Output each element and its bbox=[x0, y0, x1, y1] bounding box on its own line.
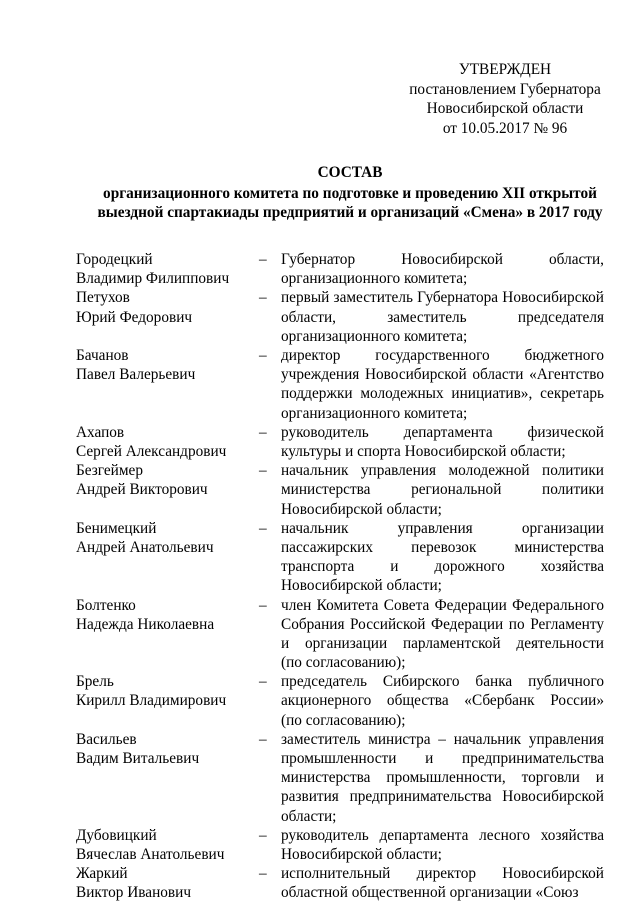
dash-separator: – bbox=[259, 346, 267, 364]
member-name bbox=[76, 864, 259, 902]
dash-separator: – bbox=[259, 423, 267, 441]
committee-member bbox=[76, 730, 606, 826]
position-line: транспорта и дорожного хозяйства bbox=[281, 558, 604, 576]
position-line: министерства региональной политики bbox=[281, 481, 604, 499]
dash-separator: – bbox=[259, 251, 267, 268]
dash-separator: – bbox=[259, 673, 267, 691]
member-surname: Бачанов bbox=[76, 346, 129, 364]
member-given-names: Юрий Федорович bbox=[76, 308, 193, 326]
position-line: заместитель министра – начальник управления bbox=[281, 730, 604, 748]
member-given-names: Павел Валерьевич bbox=[76, 366, 196, 384]
position-line: поддержки молодежных инициатив», секретарь bbox=[281, 385, 604, 403]
member-surname: Бенимецкий bbox=[76, 519, 157, 537]
member-position bbox=[281, 826, 604, 864]
committee-member bbox=[76, 288, 606, 346]
member-name bbox=[76, 288, 259, 346]
member-surname: Васильев bbox=[76, 730, 137, 748]
committee-member bbox=[76, 672, 606, 730]
position-line: первый заместитель Губернатора Новосибирской bbox=[281, 289, 604, 307]
approval-line: постановлением Губернатора bbox=[409, 80, 601, 98]
member-position bbox=[281, 461, 604, 519]
position-line: пассажирских перевозок министерства bbox=[281, 538, 604, 556]
position-line: культуры и спорта Новосибирской области; bbox=[281, 442, 566, 460]
position-line: начальник управления молодежной политики bbox=[281, 462, 604, 480]
member-given-names: Андрей Анатольевич bbox=[76, 538, 214, 556]
approval-line: Новосибирской области bbox=[426, 100, 584, 117]
approval-stamp bbox=[390, 60, 620, 138]
position-line: Новосибирской области; bbox=[281, 845, 442, 863]
committee-member bbox=[76, 519, 606, 596]
position-line: начальник управления организации bbox=[281, 519, 604, 537]
document-heading bbox=[60, 163, 640, 223]
committee-member bbox=[76, 346, 606, 423]
position-line: Собрания Российской Федерации по Регламенту bbox=[281, 615, 604, 633]
committee-member bbox=[76, 461, 606, 519]
dash-separator: – bbox=[259, 519, 267, 537]
member-name bbox=[76, 423, 259, 461]
position-line: учреждения Новосибирской области «Агентство bbox=[281, 366, 604, 384]
member-surname: Жаркий bbox=[76, 865, 128, 883]
member-name bbox=[76, 346, 259, 423]
member-name bbox=[76, 250, 259, 288]
position-line: областной общественной организации «Союз bbox=[281, 884, 579, 902]
position-line: министерства промышленности, торговли и bbox=[281, 769, 604, 787]
position-line: (по согласованию); bbox=[281, 711, 406, 729]
member-given-names: Вячеслав Анатольевич bbox=[76, 846, 225, 863]
member-name bbox=[76, 730, 259, 826]
position-line: директор государственного бюджетного bbox=[281, 346, 604, 364]
position-line: и организации парламентской деятельности bbox=[281, 634, 604, 652]
committee-member bbox=[76, 423, 606, 461]
member-position bbox=[281, 288, 604, 346]
position-line: руководитель департамента лесного хозяйства bbox=[281, 826, 604, 844]
position-line: Губернатор Новосибирской области, bbox=[281, 251, 604, 268]
member-surname: Городецкий bbox=[76, 251, 153, 268]
member-position bbox=[281, 346, 604, 423]
member-given-names: Андрей Викторович bbox=[76, 481, 208, 499]
committee-member bbox=[76, 250, 606, 288]
position-line: организационного комитета; bbox=[281, 404, 468, 422]
member-surname: Безгеймер bbox=[76, 462, 143, 480]
position-line: области; bbox=[281, 807, 337, 825]
dash-separator: – bbox=[259, 865, 267, 883]
member-surname: Брель bbox=[76, 673, 114, 691]
member-position bbox=[281, 596, 604, 673]
member-given-names: Сергей Александрович bbox=[76, 442, 227, 460]
position-line: исполнительный директор Новосибирской bbox=[281, 865, 604, 883]
dash-separator: – bbox=[259, 289, 267, 307]
member-given-names: Вадим Витальевич bbox=[76, 750, 200, 768]
member-position bbox=[281, 250, 604, 288]
document-subtitle: выездной спартакиады предприятий и организаций «Смена» в 2017 году bbox=[97, 204, 603, 221]
dash-separator: – bbox=[259, 462, 267, 480]
member-position bbox=[281, 864, 604, 902]
position-line: Новосибирской области; bbox=[281, 577, 442, 595]
position-line: организационного комитета; bbox=[281, 327, 468, 345]
dash-separator: – bbox=[259, 826, 267, 844]
position-line: акционерного общества «Сбербанк России» bbox=[281, 692, 604, 710]
approval-title: УТВЕРЖДЕН bbox=[458, 61, 552, 78]
dash-separator: – bbox=[259, 730, 267, 748]
member-given-names: Надежда Николаевна bbox=[76, 615, 215, 633]
position-line: развития предпринимательства Новосибирской bbox=[281, 788, 604, 806]
document-title: СОСТАВ bbox=[317, 164, 383, 181]
position-line: (по согласованию); bbox=[281, 654, 406, 672]
position-line: председатель Сибирского банка публичного bbox=[281, 673, 604, 691]
dash-separator: – bbox=[259, 596, 267, 614]
member-name bbox=[76, 461, 259, 519]
position-line: организационного комитета; bbox=[281, 270, 468, 288]
member-position bbox=[281, 423, 604, 461]
member-name bbox=[76, 672, 259, 730]
member-name bbox=[76, 826, 259, 864]
member-surname: Ахапов bbox=[76, 423, 125, 441]
committee-member-list bbox=[76, 250, 606, 903]
member-position bbox=[281, 730, 604, 826]
committee-member bbox=[76, 826, 606, 864]
member-position bbox=[281, 672, 604, 730]
committee-member bbox=[76, 596, 606, 673]
document-subtitle: организационного комитета по подготовке и проведению XII открытой bbox=[103, 184, 597, 202]
approval-line: от 10.05.2017 № 96 bbox=[442, 119, 568, 137]
member-position bbox=[281, 519, 604, 596]
position-line: промышленности и предпринимательства bbox=[281, 750, 604, 768]
committee-member bbox=[76, 864, 606, 902]
member-given-names: Кирилл Владимирович bbox=[76, 692, 227, 710]
position-line: руководитель департамента физической bbox=[281, 423, 604, 441]
member-surname: Петухов bbox=[76, 289, 130, 307]
member-given-names: Владимир Филиппович bbox=[76, 270, 230, 288]
member-name bbox=[76, 519, 259, 596]
member-given-names: Виктор Иванович bbox=[76, 884, 192, 902]
position-line: Новосибирской области; bbox=[281, 500, 442, 518]
member-surname: Болтенко bbox=[76, 596, 136, 614]
member-name bbox=[76, 596, 259, 673]
position-line: член Комитета Совета Федерации Федерального bbox=[281, 596, 604, 614]
position-line: области, заместитель председателя bbox=[281, 308, 604, 326]
member-surname: Дубовицкий bbox=[76, 826, 157, 844]
